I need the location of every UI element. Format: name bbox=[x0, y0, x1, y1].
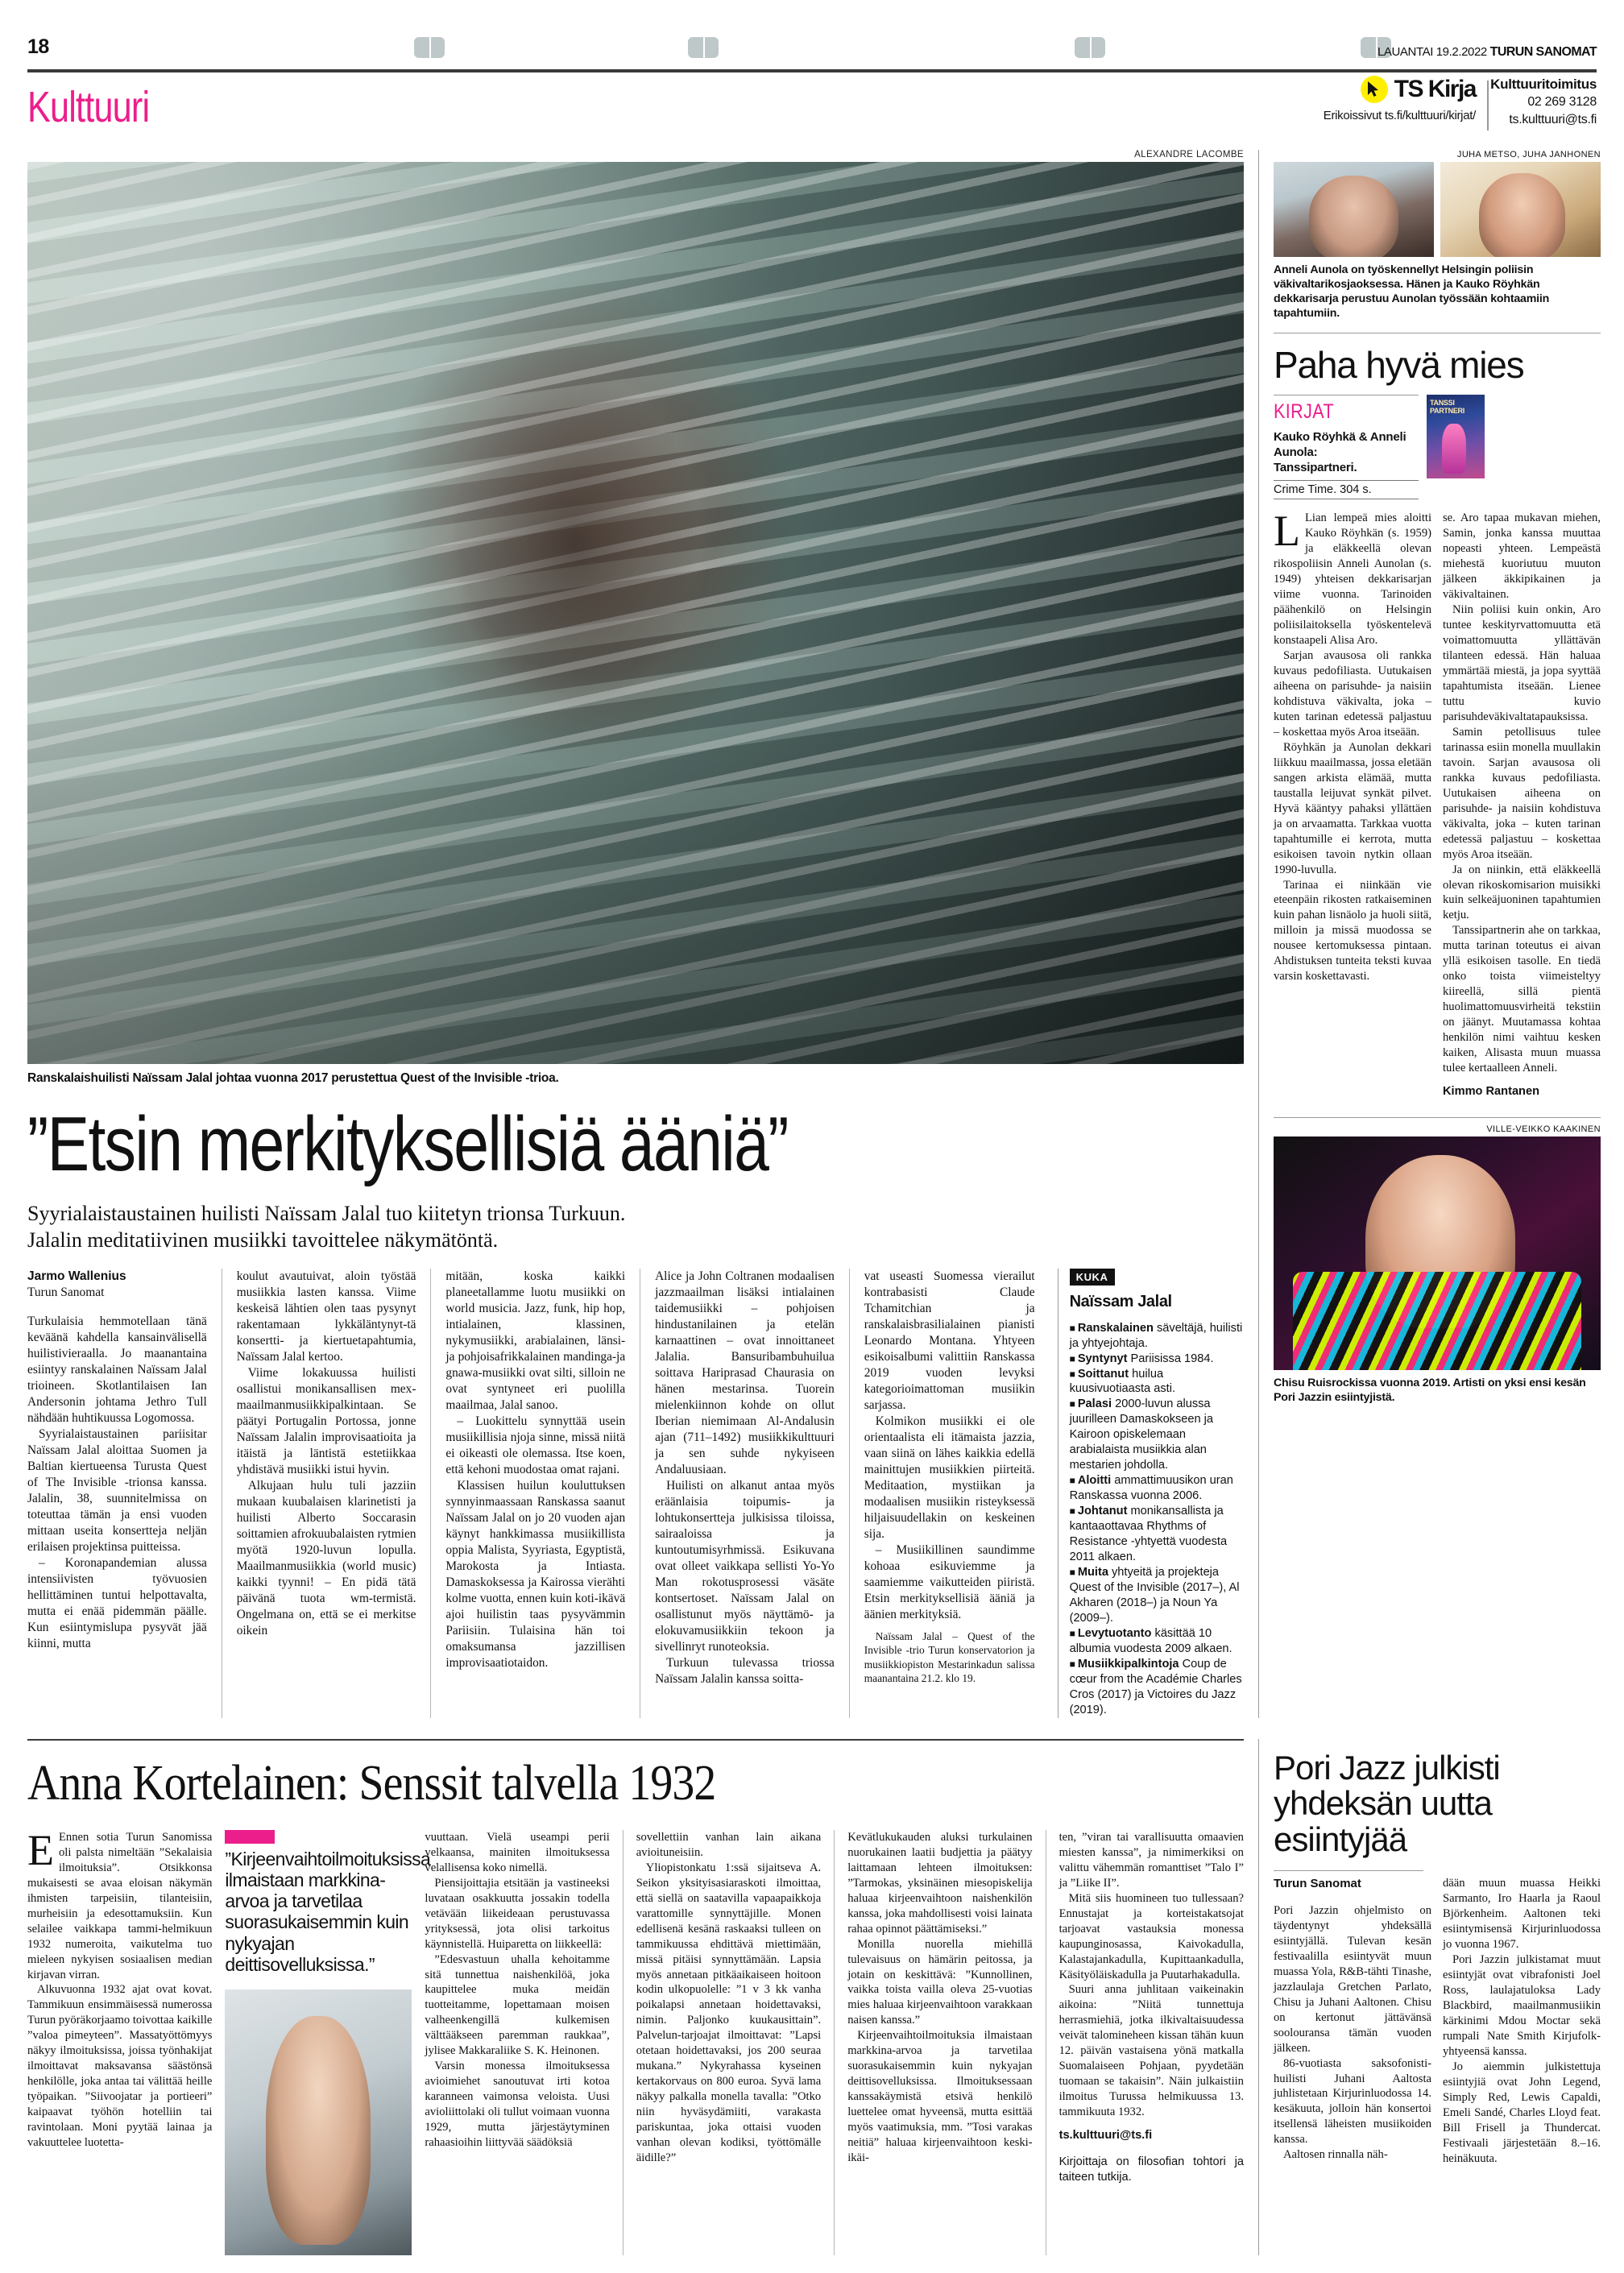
section-title: Kulttuuri bbox=[27, 83, 150, 131]
article-column-2 bbox=[237, 1269, 416, 1718]
bottom-section bbox=[27, 1739, 1601, 2255]
anna-column-1 bbox=[27, 1825, 213, 2255]
kuka-item-text: säveltäjä, huilisti ja yhtyejohtaja. bbox=[1069, 1321, 1243, 1350]
kuka-item bbox=[1070, 1473, 1244, 1504]
anna-rule bbox=[27, 1739, 1244, 1741]
main-deck bbox=[27, 1200, 930, 1254]
paragraph: Pori Jazzin julkistamat muut esiintyjät ovat vibrafonisti Joel Ross, laulajatuloksa Lady Blackbird, maailmanmusiikin kärkinimi Mdou Moctar sekä rumpali Nate Smith Kirjufolk-yhtyeensä kanssa. bbox=[1443, 1953, 1601, 2058]
event-info: Naïssam Jalal – Quest of the Invisible -trio Turun konservatorion ja musiikkiopiston Mestarinkadun salissa maanantaina 21.2. klo 19. bbox=[864, 1629, 1035, 1685]
article-column-5 bbox=[864, 1269, 1035, 1718]
portrait-photo-kauko bbox=[1440, 162, 1601, 257]
paragraph: Varsin monessa ilmoituksessa avioimiehet sanoutuvat irti kotoa karanneen vaimonsa veloista. Uusi avioliittolaki oli tullut voimaan vuonna 1929, mutta järjestäytyminen rahaasioihin liittyvää säädöksiä bbox=[425, 2060, 610, 2150]
anna-columns bbox=[27, 1825, 1244, 2255]
crop-mark-icon bbox=[1075, 37, 1105, 58]
hero-photo bbox=[27, 162, 1244, 1064]
paragraph: ”Edesvastuun uhalla kehoitamme sitä tunnettua naishenkilöä, joka kaupittelee muka meidän tuotteitamme, lopettamaan moisen valheenkengillä kulkemisen välttääkseen paremman raukkaa”, jylisee Makkaraliike S. K. Heinonen. bbox=[425, 1952, 610, 2058]
dateline-paper: TURUN SANOMAT bbox=[1489, 45, 1597, 59]
kuka-item-text: yhtyeitä ja projekteja Quest of the Invisible (2017–), Al Akharen (2018–) ja Noun Ya (2009–). bbox=[1069, 1566, 1240, 1625]
ts-kirja-label: TS Kirja bbox=[1394, 76, 1476, 102]
paragraph: sovellettiin vanhan lain aikana avioituneisiin. bbox=[636, 1830, 822, 1859]
book-publisher: Crime Time. 304 s. bbox=[1274, 480, 1419, 499]
paragraph: Kolmikon musiikki ei ole orientaalista eli itämaista jazzia, vaan siinä on lähes kaikkia edellä mainittujen musiikkien piirteitä. Meditaation, mystiikan ja modaalisen musiikin risteyksessä hiljaisuudellakin on keskeinen sija. bbox=[864, 1414, 1035, 1541]
paragraph: Yliopistonkatu 1:ssä sijaitseva A. Seikon yksityisasiaraskoti ilmoittaa, että siellä on saatavilla vapaapaikkoja varattomille synnyttäjille. Monen edellisenä kesänä raskaaksi tulleen on tammikuussa ehdittävä miettimään, missä pitäisi synnyttämään. Lapsia myös annetaan pitkäaikaiseen hoitoon kodin ulkopuolelle: ”1 v 3 kk vanha poikalapsi annetaan hoidettavaksi, nimin. Paljonko kuukausittain”. Palvelun-tarjoajat ilmoittavat: ”Lapsi otetaan hoidettavaksi, jos 200 seuraa mukana.” Nykyrahassa kyseinen kertakorvaus on 800 euroa. Syvä lama näkyy palkalla monella tavalla: ”Otko niin hyväsydämiiti, varakasta pariskuntaa, joka ottaisi vuoden vanhan olevan kodiksi, työttömälle äidille?” bbox=[636, 1861, 822, 2165]
paragraph: Alice ja John Coltranen modaalisen jazzmaailman lisäksi intialainen taidemusiikki – pohjoisen hindustanilainen ja etelän karnaattinen – ovat innoittaneet Jalalia. Bansuribambuhuilua soittava Hariprasad Chaurasia on hänen mestarinsa. Tuorein mielenkiinnon kohde on ollut Iberian niemimaan Al-Andalusin ajan (711–1492) musiikkikulttuuri ja sen suhde nykyiseen Andaluusiaan. bbox=[655, 1269, 835, 1476]
paragraph: Röyhkän ja Aunolan dekkari liikkuu maailmassa, jossa eletään sangen arkista elämää, mutta taustalla leijuvat synkät pilvet. Hyvä kääntyy pahaksi yllättäen ja on arvaamatta. Tarkkaa vuotta tapahtumille ei kerrota, mutta esikoisen tavoin nytkin ollaan 1990-luvulla. bbox=[1274, 740, 1431, 876]
portrait-photo-anneli bbox=[1274, 162, 1434, 257]
book-authors bbox=[1274, 430, 1419, 475]
paragraph: Kevätlukukauden aluksi turkulainen nuorukainen laatii budjettia ja päätyy laittamaan lehteen ilmoituksen: ”Tarmokas, yksinäinen miesopiskelija haluaa kirjeenvaihtoon naishenkilön kanssa, joka mahdollisesti voisi lainata rahaa opinnot päättämiseksi.” bbox=[847, 1830, 1033, 1936]
paragraph: Syyrialaistaustainen pariisitar Naïssam Jalal aloittaa Suomen ja Baltian kiertueensa Turusta Quest of The Invisible -trionsa kanssa. Jalalin, 38, suunnitelmissa on toteuttaa tämän ja ensi vuoden mittaan useita konsertteja neljän erilaisen projektinsa puitteissa. bbox=[27, 1427, 207, 1555]
paragraph: Alkuvuonna 1932 ajat ovat kovat. Tammikuun ensimmäisessä numerossa Turun pyöräkorjaamo toivottaa kaikille ”valoa pimeyteen”. Massatyöttömyys näkyy ilmoituksissa, joissa työnhakijat ilmoittavat maksavansa säästönsä henkilölle, joka antaa tai välittää heille työpaikan. ”Siivoojatar ja portieeri” kaipaavat työhön hotelliin tai ravintolaan. Moni pyytää lainaa ja vakuuttelee luotetta- bbox=[27, 1983, 213, 2150]
kirjat-label: KIRJAT bbox=[1274, 400, 1335, 424]
porijazz-byline: Turun Sanomat bbox=[1274, 1877, 1361, 1891]
paragraph bbox=[27, 1825, 213, 1983]
kuka-item bbox=[1070, 1397, 1244, 1473]
kuka-list bbox=[1070, 1321, 1244, 1718]
kuka-item bbox=[1070, 1352, 1244, 1367]
author-portrait-photo bbox=[225, 1989, 412, 2255]
paragraph: Monilla nuorella miehillä tulevaisuus on hämärin peitossa, ja jotain on keskittävä: ”Kunnollinen, vaikka toista vailla oleva 25-vuotias mies haluaa kirjeenvaihtoon varakkaan naisen kanssa.” bbox=[847, 1937, 1033, 2027]
main-layout bbox=[27, 150, 1601, 1718]
page-topbar bbox=[27, 0, 1597, 69]
rail-photo-credit: JUHA METSO, JUHA JANHONEN bbox=[1456, 150, 1601, 159]
paragraph: – Koronapandemian alussa intensiivisten työvuosien hellittäminen tuntui helpottavalta, mutta ei enää pidemmän päälle. Kun esiintymislupa pysyvät jää kiinni, mutta bbox=[27, 1556, 207, 1651]
paragraph: Kirjeenvaihtoilmoituksia ilmaistaan markkina-arvoa ja tarvetilaa suorasukaisemmin kuin nykyajan deittisovelluksissa. Ilmoituksessaan kanssakäymistä etsivä henkilö luettelee omat hyveensä, mutta esittää myös vaatimuksia, mm. ”Tosi varakas neitiä” haluaa kirjeenvaihtoon keski-ikäi- bbox=[847, 2029, 1033, 2165]
review-column-2 bbox=[1443, 511, 1601, 1099]
review-signature: Kimmo Rantanen bbox=[1443, 1085, 1540, 1099]
review-columns bbox=[1274, 507, 1601, 1099]
deck-line-1: Syyrialaistaustainen huilisti Naïssam Jalal tuo kiitetyn trionsa Turkuun. bbox=[27, 1202, 626, 1226]
paragraph: Huilisti on alkanut antaa myös eräänlaisia toipumis- ja lohtukonsertteja julkisissa tiloissa, sairaaloissa ja kuntoutumisyrhmissä. Esikuvana ovat olleet vaikkapa sellisti Yo-Yo Man rokotusprosessi väsäte kontsertoset. Naïssam Jalal on osallistunut myös näyttämö- ja elokuvamusiikkiin tekoon ja sivellinryt runoteoksia. bbox=[655, 1478, 835, 1654]
right-rail bbox=[1258, 150, 1601, 1718]
cursor-icon bbox=[1361, 76, 1388, 103]
kuka-tag: KUKA bbox=[1070, 1269, 1115, 1286]
paragraph: Jo aiemmin julkistettuja esiintyjiä ovat John Legend, Simply Red, Lewis Capaldi, Emeli Sandé, Charles Lloyd feat. Bill Frisell ja Thundercat. Festivaali järjestetään 8.–16. heinäkuuta. bbox=[1443, 2060, 1601, 2165]
main-story bbox=[27, 150, 1244, 1718]
dateline bbox=[1378, 45, 1597, 60]
book-cover-title: TANSSI PARTNERI bbox=[1430, 399, 1464, 415]
drop-cap: L bbox=[1274, 507, 1300, 556]
ts-kirja-brand bbox=[1234, 76, 1476, 122]
paragraph: – Luokittelu synnyttää usein musiikillisia njoja sinne, missä niitä ei oikeasti ole olemassa. Itse koen, että kehoni muodostaa omat rajani. bbox=[445, 1414, 626, 1476]
kuka-item-text: ammattimuusikon uran Ranskassa vuonna 2006. bbox=[1069, 1474, 1233, 1503]
page-number: 18 bbox=[27, 35, 49, 58]
paragraph: Ja on niinkin, että eläkkeellä olevan rikoskomisarion muisikki kuin selkeäjuoninen tapahtumien ketju. bbox=[1443, 863, 1601, 922]
anna-column-2 bbox=[425, 1830, 609, 2255]
chisu-photo bbox=[1274, 1136, 1601, 1370]
porijazz-byline-rule bbox=[1274, 1870, 1423, 1871]
kuka-item bbox=[1070, 1321, 1244, 1352]
paragraph: Piensijoittajia etsitään ja vastineeksi luvataan osakkuutta jossakin todella vetävään liikeideaan perustuvassa yrityksessä, jota olisi tarkoitus käynnistellä. Huiparetta on liikkeellä: bbox=[425, 1876, 610, 1951]
kuka-item-text: Pariisissa 1984. bbox=[1130, 1352, 1214, 1365]
book-cover-image bbox=[1427, 395, 1485, 478]
main-headline: ”Etsin merkityksellisiä ääniä” bbox=[27, 1101, 788, 1187]
byline-author: Jarmo Wallenius bbox=[27, 1269, 126, 1283]
book-cover-figure bbox=[1442, 424, 1466, 474]
paragraph: Tanssipartnerin ahe on tarkkaa, mutta tarinan toteutus ei aivan yllä esikoisen tasolle. En tiedä onko toista viimeisteltyy kiireellä, sillä pientä huolimattomuusvirheitä tekstiin on jäänyt. Muutamassa kohtaa henkilön nimi vaihtuu kesken kaiken, Alisasta muun muassa tulee kertaalleen Anneli. bbox=[1443, 924, 1601, 1075]
paragraph: Turkulaisia hemmotellaan tänä keväänä kahdella kansainvälisellä huilistivieraalla. Jo maanantaina esiintyy ranskalainen Naïssam Jalal trioineen. Skotlantilaisen Ian Andersonin johtama Jethro Tull nähdään huhtikuussa Logomossa. bbox=[27, 1314, 207, 1425]
porijazz-article bbox=[1258, 1739, 1601, 2255]
masthead-divider bbox=[1487, 81, 1489, 130]
paragraph-text: Lian lempeä mies aloitti Kauko Röyhkän (s. 1959) ja eläkkeellä olevan rikospoliisin Anneli Aunolan (s. 1949) yhteisen dekkarisarjan viime vuonna. Tarinoiden päähenkilö on Helsingin poliisilaitoksella työskentelevä konstaapeli Alisa Aro. bbox=[1274, 511, 1431, 647]
review-column-1 bbox=[1274, 507, 1431, 1099]
article-column-3 bbox=[445, 1269, 625, 1718]
paragraph: koulut avautuivat, aloin työstää musiikkia lasten kanssa. Viime keskeisä lähtien olen taas pysynyt rakentamaan lykkäläntynyt-tä konsertti- ja kiertuetapahtumia, Naïssam Jalal kertoo. bbox=[236, 1269, 416, 1364]
anna-pullquote-block bbox=[225, 1830, 431, 2255]
ts-kirja-url[interactable]: Erikoissivut ts.fi/kulttuuri/kirjat/ bbox=[1323, 109, 1476, 122]
pullquote-text: ”Kirjeenvaihtoilmoituksissa ilmaistaan markkina-arvoa ja tarvetilaa suorasukaisemmin kuin nykyajan deittisovelluksissa.” bbox=[225, 1848, 431, 1975]
chisu-photo-credit: VILLE-VEIKKO KAAKINEN bbox=[1486, 1124, 1601, 1135]
porijazz-headline: Pori Jazz julkisti yhdeksän uutta esiintyjää bbox=[1274, 1748, 1500, 1858]
column-rule bbox=[834, 1830, 835, 2255]
kuka-item-lead: Johtanut bbox=[1077, 1505, 1128, 1518]
kuka-item bbox=[1070, 1504, 1244, 1565]
column-rule bbox=[849, 1269, 850, 1718]
kuka-factbox bbox=[1058, 1269, 1244, 1718]
anna-contact-email[interactable]: ts.kulttuuri@ts.fi bbox=[1058, 2129, 1153, 2143]
desk-contact bbox=[1490, 76, 1597, 128]
hero-photo-credit: ALEXANDRE LACOMBE bbox=[1134, 150, 1244, 159]
kuka-item bbox=[1070, 1657, 1244, 1718]
kuka-item-lead: Palasi bbox=[1077, 1397, 1112, 1411]
column-rule bbox=[430, 1269, 431, 1718]
paragraph: Tarinaa ei niinkään vie eteenpäin rikosten ratkaiseminen kuin pahan lisnäolo ja huoli siitä, milloin ja missä muodossa se nousee kertomuksessa pintaan. Ahdistuksen tunteita teksti kuvaa varsin koskettavasti. bbox=[1274, 878, 1431, 983]
paragraph: Niin poliisi kuin onkin, Aro tuntee keskityrvattomuutta etä voimattomuutta yllättävän tilanteen edessä. Hän haluaa ymmärtää miestä, ja jopa syyttää tapahtumista itseään. Lienee tuttu kuvio parisuhdeväkivaltatapauksissa. bbox=[1443, 603, 1601, 723]
review-headline: Paha hyvä mies bbox=[1274, 343, 1524, 386]
anna-column-4 bbox=[847, 1830, 1032, 2255]
rail-divider bbox=[1274, 1117, 1601, 1118]
desk-title: Kulttuuritoimitus bbox=[1490, 77, 1597, 92]
kuka-item bbox=[1070, 1367, 1244, 1397]
paragraph: Alkujaan hulu tuli jazziin mukaan kuubalaisen klarinetisti ja huilisti Alberto Soccarasin soittamien afrokuubalaisten rytmien myötä 1920-luvun lopulla. Maailmanmusiikkia (world music) kaikki tyynni! – En pidä tätä päivänä tuota wm-termistä. Ongelmana on, että se ei merkitse oikein bbox=[236, 1478, 416, 1637]
hero-caption: Ranskalaishuilisti Naïssam Jalal johtaa vuonna 2017 perustettua Quest of the Invisible -trioa. bbox=[27, 1071, 559, 1085]
paragraph: Suuri anna juhlitaan vaikeinakin aikoina: ”Niitä tunnettuja herrasmiehiä, jotka ilkivaltaisuudessa veivät talomineheen kissan tähän kuun 12. päivän vastaisena yönä matkalla Suomalaiseen Pohjaan, pyydetään tuomaan se takaisin”. Näin julkaistiin ilmoitus Turussa helmikuussa 13. tammikuuta 1932. bbox=[1058, 1983, 1244, 2119]
anna-article bbox=[27, 1739, 1244, 2255]
kuka-item bbox=[1070, 1626, 1244, 1657]
kuka-item-lead: Aloitti bbox=[1077, 1474, 1112, 1488]
rail-photo-caption: Anneli Aunola on työskennellyt Helsingin poliisin väkivaltarikosjaoksessa. Hänen ja Kauko Röyhkän dekkarisarja perustuu Aunolan työssään kohtaamiin tapahtumiin. bbox=[1274, 263, 1550, 320]
crop-mark-icon bbox=[414, 37, 445, 58]
paragraph: mitään, koska kaikki planeetallamme luotu musiikki on world musicia. Jazz, funk, hip hop, intialainen, klassinen, nykymusiikki, arabialainen, länsi- ja pohjoisafrikkalainen mandinga-ja gnawa-musiikki ovat silti, silloin ne ovat syntyneet eri puolilla maailmaa, Jalal sanoo. bbox=[445, 1269, 626, 1412]
kuka-item-text: monikansallista ja kantaaottavaa Rhythms of Resistance -yhtyettä vuodesta 2011 alkaen. bbox=[1069, 1505, 1228, 1564]
kuka-item-lead: Muita bbox=[1077, 1566, 1108, 1580]
paragraph bbox=[1274, 507, 1431, 648]
column-rule bbox=[623, 1830, 624, 2255]
main-article-columns bbox=[27, 1269, 1244, 1718]
desk-email[interactable]: ts.kulttuuri@ts.fi bbox=[1509, 112, 1597, 126]
paragraph: Aaltosen rinnalla näh- bbox=[1283, 2148, 1388, 2162]
paragraph: se. Aro tapaa mukavan miehen, Samin, jonka kanssa muuttaa nopeasti yhteen. Lempeästä miehestä kuoriutuu muuton jälkeen äkkipikainen ja väkivaltainen. bbox=[1443, 511, 1601, 602]
paragraph: vat useasti Suomessa vierailut kontrabasisti Claude Tchamitchian ja ranskalaisbrasilialainen pianisti Leonardo Montana. Yhtyeen esikoisalbumi valittiin Ranskassa 2019 vuoden levyksi kategorioimattoman musiikin sarjassa. bbox=[864, 1269, 1035, 1412]
chisu-caption: Chisu Ruisrockissa vuonna 2019. Artisti on yksi ensi kesän Pori Jazzin esiintyjistä. bbox=[1274, 1377, 1586, 1404]
kuka-item bbox=[1070, 1565, 1244, 1626]
kuka-subject-name: Naïssam Jalal bbox=[1069, 1292, 1172, 1310]
paragraph: Pori Jazzin ohjelmisto on täydentynyt yhdeksällä esiintyjällä. Tulevan kesän festivaalilla esiintyvät muun muassa Yola, R&B-tähti Tinashe, jazzlaulaja Gretchen Parlato, Chisu ja Juhani Aaltonen. Chisu on kertonut jättävänsä soolouransa tämän vuoden jälkeen. bbox=[1274, 1903, 1431, 2055]
paragraph: 86-vuotiasta saksofonisti-huilisti Juhani Aaltosta juhlistetaan Kirjurinluodossa 14. kesäkuuta, jolloin hän konsertoi itsellensä läheisten musiikoiden kanssa. bbox=[1274, 2056, 1431, 2147]
pullquote-bar bbox=[225, 1830, 275, 1844]
book-title-text: Tanssipartneri. bbox=[1274, 460, 1357, 474]
paragraph: Samin petollisuus tulee tarinassa esiin monella muullakin tavoin. Sarjan avausosa oli rankka kuvaus pedofiliasta. Uutukaisen aiheena on parisuhde- ja naisiin kohdistuva väkivalta, joka – kuten tarinan edetessä paljastuu – koskettaa myös Aroa itseään. bbox=[1443, 725, 1601, 861]
paragraph: – Musiikillinen saundimme kohoaa esikuviemme ja saamiemme vaikutteiden piiristä. Etsin merkityksellisiä ääniä ja äänien merkityksiä. bbox=[864, 1542, 1035, 1621]
kuka-item-lead: Soittanut bbox=[1077, 1367, 1129, 1381]
paragraph: Mitä siis huomineen tuo tullessaan? Ennustajat ja korteistakatsojat tarjoavat vastauksia monessa kaupunginosassa, Kaivokadulla, Kalastajankadulla, Kupittaankadulla, Käsityöläiskadulla ja Puutarhakadulla. bbox=[1058, 1891, 1244, 1981]
paragraph-text: Ennen sotia Turun Sanomissa oli palsta nimeltään ”Sekalaisia ilmoituksia”. Otsikkonsa mukaisesti se avaa eloisan näkymän ihmisten tarpeisiin, tilanteisiin, murheisiin ja edesottamuksiin. Kun selailee vaikkapa tammi-helmikuun 1932 numeroita, vaikutelma tuo mieleen nykyisen sosiaalisen median kirjavan virran. bbox=[27, 1830, 213, 1981]
book-authors-text: Kauko Röyhkä & Anneli Aunola: bbox=[1274, 430, 1406, 460]
kuka-item-text: 2000-luvun alussa juurilleen Damaskokseen ja Kairoon opiskelemaan arabialaista musiikkia alan mestarien johdolla. bbox=[1069, 1397, 1214, 1472]
paragraph: Sarjan avausosa oli rankka kuvaus pedofiliasta. Uutukaisen aiheena on parisuhde- ja naisiin kohdistuva väkivalta, joka – kuten tarinan edetessä paljastuu – koskettaa myös Aroa itseään. bbox=[1274, 648, 1431, 739]
anna-author-note: Kirjoittaja on filosofian tohtori ja taiteen tutkija. bbox=[1058, 2155, 1244, 2184]
drop-cap: E bbox=[27, 1825, 54, 1874]
section-masthead bbox=[27, 69, 1597, 150]
paragraph: Turkuun tulevassa triossa Naïssam Jalalin kanssa soitta- bbox=[655, 1655, 835, 1686]
kuka-item-text: Coup de cœur from the Académie Charles Cros (2017) ja Victoires du Jazz (2019). bbox=[1069, 1657, 1242, 1716]
porijazz-columns bbox=[1274, 1876, 1601, 2166]
kuka-item-lead: Syntynyt bbox=[1077, 1352, 1128, 1365]
kuka-item-text: käsittää 10 albumia vuodesta 2009 alkaen. bbox=[1069, 1626, 1232, 1655]
paragraph: Viime lokakuussa huilisti osallistui monikansallisen mex-maailmanmusiikkipalkintaan. Se päätyi Portugalin Portossa, jonne Naïssam Jalalin improvisaatioita ja itäistä ja läntistä estetiikkaa yhdistävä musiikki istui hyvin. bbox=[236, 1365, 416, 1476]
kuka-item-lead: Musiikkipalkintoja bbox=[1077, 1657, 1179, 1671]
kuka-item-text: huilua kuusivuotiaasta asti. bbox=[1069, 1367, 1175, 1396]
rail-photo-pair bbox=[1274, 162, 1601, 257]
paragraph: vuuttaan. Vielä useampi perii velkaansa, mainiten ilmoituksessa velallisensa koko nimellä. bbox=[425, 1830, 610, 1874]
dateline-date: LAUANTAI 19.2.2022 bbox=[1377, 45, 1487, 59]
byline-organization: Turun Sanomat bbox=[27, 1285, 105, 1299]
porijazz-column-1 bbox=[1274, 1876, 1431, 2166]
article-column-4 bbox=[655, 1269, 835, 1718]
paragraph: Klassisen huilun kouluttuksen synnyinmaassaan Ranskassa saanut Naïssam Jalal on jo 20 vuoden ajan käynyt hankkimassa musiikillista oppia Malista, Syyriasta, Egyptistä, Marokosta ja Intiasta. Damaskoksessa ja Kairossa vierähti kolme vuotta, ennen kuin koti-ikävä ajoi huilistin taas pysyvämmin Pariisiin. Tulaisina hän toi omaksumansa jazzillisen improvisaatiotaidon. bbox=[445, 1478, 626, 1670]
paragraph: ten, ”viran tai varallisuutta omaavien miesten kanssa”, ja nimimerkiksi on valittu vähemmän romanttiset ”Talo I” ja ”Liike II”. bbox=[1058, 1830, 1244, 1890]
desk-phone: 02 269 3128 bbox=[1527, 95, 1597, 110]
review-meta bbox=[1274, 395, 1419, 499]
review-meta-block bbox=[1274, 395, 1601, 499]
paragraph: dään muun muassa Heikki Sarmanto, Iro Haarla ja Raoul Björkenheim. Aaltonen teki esiintymisensä Kirjurinluodossa jo vuonna 1967. bbox=[1443, 1877, 1601, 1952]
crop-mark-icon bbox=[688, 37, 719, 58]
anna-headline: Anna Kortelainen: Senssit talvella 1932 bbox=[27, 1755, 716, 1811]
kuka-item-lead: Ranskalainen bbox=[1077, 1321, 1154, 1335]
deck-line-2: Jalalin meditatiivinen musiikki tavoittelee näkymätöntä. bbox=[27, 1228, 499, 1252]
article-column-1 bbox=[27, 1269, 207, 1718]
anna-column-5 bbox=[1059, 1830, 1244, 2255]
kuka-item-lead: Levytuotanto bbox=[1077, 1626, 1152, 1640]
porijazz-column-2 bbox=[1443, 1876, 1601, 2166]
anna-column-3 bbox=[636, 1830, 821, 2255]
